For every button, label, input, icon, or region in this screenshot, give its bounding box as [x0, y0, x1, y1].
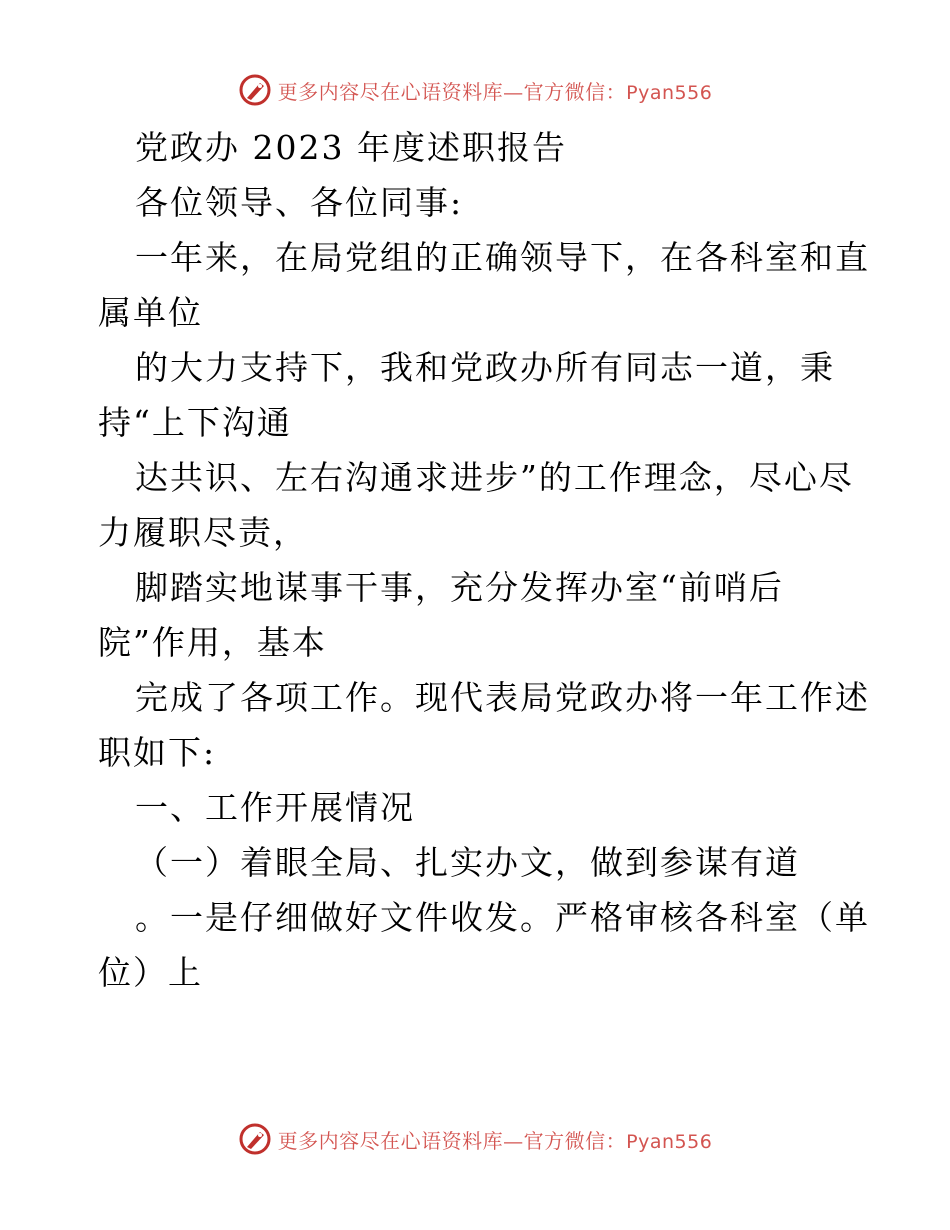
- text-line: 位）上: [98, 953, 203, 992]
- text-line: 职如下:: [98, 733, 217, 772]
- text-line: 力履职尽责，: [98, 513, 308, 552]
- document-body: [98, 120, 870, 1000]
- watermark-banner-top: [0, 70, 950, 110]
- text-line: 。一是仔细做好文件收发。严格审核各科室（单: [135, 898, 870, 937]
- text-line: 一年来，在局党组的正确领导下，在各科室和直: [135, 238, 870, 277]
- pen-nib-seal-icon: [238, 1122, 272, 1156]
- text-line: 完成了各项工作。现代表局党政办将一年工作述: [135, 678, 870, 717]
- text-line: 脚踏实地谋事干事，充分发挥办室“前哨后: [135, 568, 784, 607]
- watermark-handle: Pyan556: [626, 81, 713, 104]
- watermark-handle: Pyan556: [626, 1130, 713, 1153]
- text-line: 属单位: [98, 293, 203, 332]
- text-line: 持“上下沟通: [98, 403, 292, 442]
- pen-nib-seal-icon: [238, 73, 272, 107]
- text-line: 达共识、左右沟通求进步”的工作理念，尽心尽: [135, 458, 854, 497]
- watermark-text: 更多内容尽在心语资料库—官方微信：Pyan556: [277, 79, 713, 104]
- salutation: 各位领导、各位同事:: [135, 183, 464, 222]
- watermark-banner-bottom: [0, 1119, 950, 1159]
- text-line: 的大力支持下，我和党政办所有同志一道，秉: [135, 348, 835, 387]
- text-line: 院”作用，基本: [98, 623, 327, 662]
- watermark-text: 更多内容尽在心语资料库—官方微信：Pyan556: [277, 1128, 713, 1153]
- document-title: 党政办 2023 年度述职报告: [135, 128, 567, 167]
- subsection-heading: （一）着眼全局、扎实办文，做到参谋有道: [135, 843, 800, 882]
- section-heading: 一、工作开展情况: [135, 788, 415, 827]
